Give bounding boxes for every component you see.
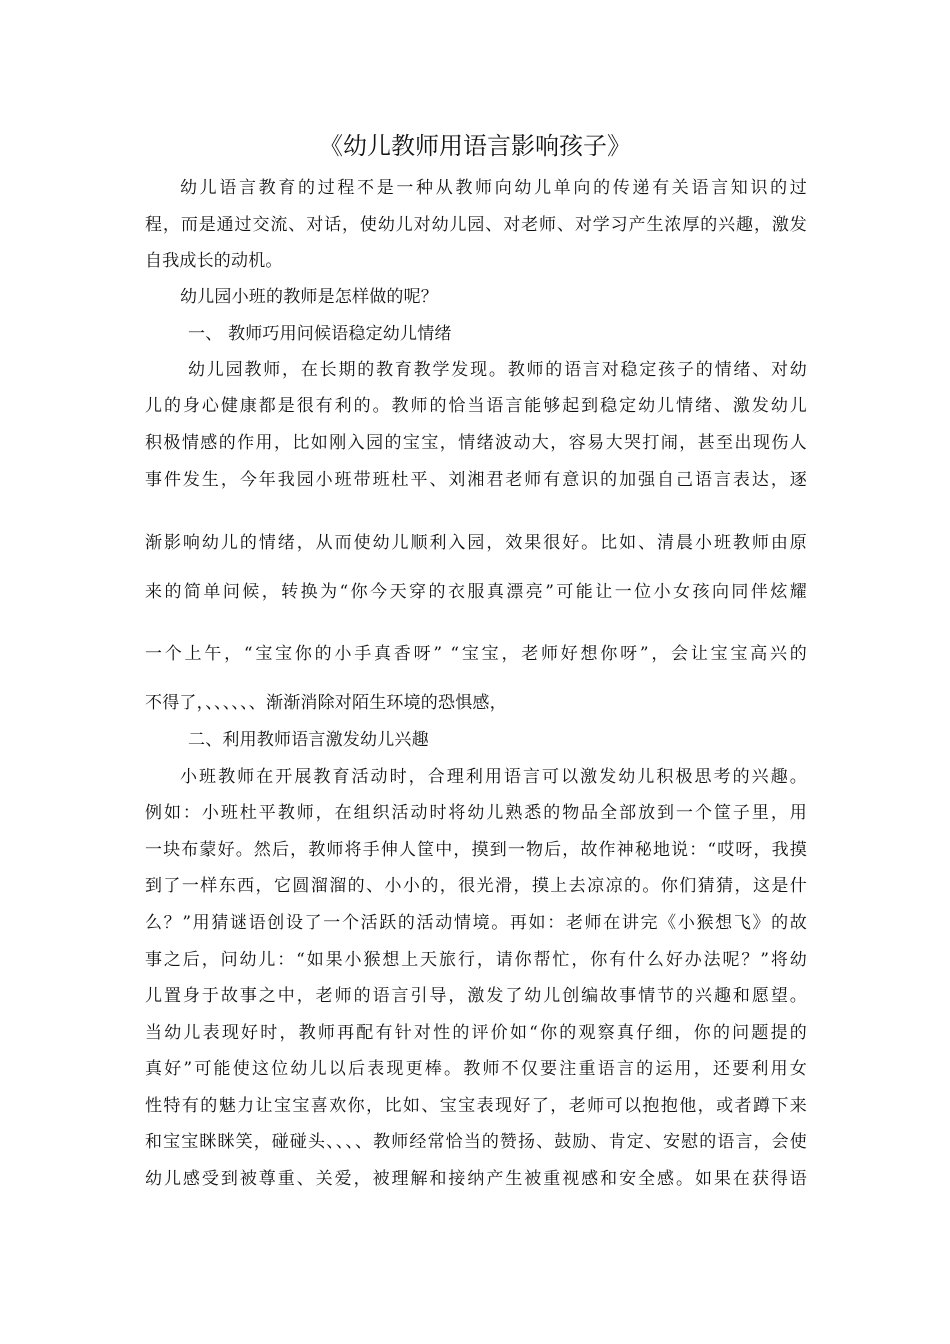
paragraph-line: 渐影响幼儿的情绪，从而使幼儿顺利入园，效果很好。比如、清晨小班教师由原 <box>145 533 807 553</box>
paragraph-line: 自我成长的动机。 <box>145 251 283 271</box>
paragraph-line: 事件发生，今年我园小班带班杜平、刘湘君老师有意识的加强自己语言表达，逐 <box>145 470 807 490</box>
paragraph-line: 例如：小班杜平教师，在组织活动时将幼儿熟悉的物品全部放到一个筐子里，用 <box>145 803 807 823</box>
paragraph-line: 和宝宝眯眯笑，碰碰头、、、、教师经常恰当的赞扬、鼓励、肯定、安慰的语言，会使 <box>145 1132 807 1152</box>
paragraph-line: 到了一样东西，它圆溜溜的、小小的，很光滑，摸上去凉凉的。你们猜猜，这是什 <box>145 876 807 896</box>
paragraph-line: 性特有的魅力让宝宝喜欢你，比如、宝宝表现好了，老师可以抱抱他，或者蹲下来 <box>145 1096 807 1116</box>
paragraph-line: 当幼儿表现好时，教师再配有针对性的评价如“你的观察真仔细，你的问题提的 <box>145 1023 807 1043</box>
paragraph-line: 程，而是通过交流、对话，使幼儿对幼儿园、对老师、对学习产生浓厚的兴趣，激发 <box>145 215 807 235</box>
section-heading: 一、 教师巧用问候语稳定幼儿情绪 <box>188 324 452 344</box>
paragraph-line: 不得了，、、、、、、渐渐消除对陌生环境的恐惧感， <box>145 693 507 713</box>
paragraph-line: 儿置身于故事之中，老师的语言引导，激发了幼儿创编故事情节的兴趣和愿望。 <box>145 986 807 1006</box>
document-title: 《幼儿教师用语言影响孩子》 <box>319 132 631 160</box>
paragraph-line: 来的简单问候，转换为“你今天穿的衣服真漂亮”可能让一位小女孩向同伴炫耀 <box>145 582 807 602</box>
paragraph-line: 儿的身心健康都是很有利的。教师的恰当语言能够起到稳定幼儿情绪、激发幼儿 <box>145 396 807 416</box>
paragraph-line: 幼儿感受到被尊重、关爱，被理解和接纳产生被重视感和安全感。如果在获得语 <box>145 1169 807 1189</box>
paragraph-line: 一个上午，“宝宝你的小手真香呀” “宝宝，老师好想你呀”，会让宝宝高兴的 <box>145 644 807 664</box>
paragraph-line: 真好”可能使这位幼儿以后表现更棒。教师不仅要注重语言的运用，还要利用女 <box>145 1059 807 1079</box>
paragraph-line: 幼儿园教师，在长期的教育教学发现。教师的语言对稳定孩子的情绪、对幼 <box>188 360 807 380</box>
paragraph-line: 么？”用猜谜语创设了一个活跃的活动情境。再如：老师在讲完《小猴想飞》的故 <box>145 913 807 933</box>
paragraph-line: 一块布蒙好。然后，教师将手伸人筐中，摸到一物后，故作神秘地说：“哎呀，我摸 <box>145 840 807 860</box>
paragraph-line: 幼儿园小班的教师是怎样做的呢？ <box>180 287 438 307</box>
paragraph-line: 事之后，问幼儿：“如果小猴想上天旅行，请你帮忙，你有什么好办法呢？”将幼 <box>145 950 807 970</box>
paragraph-line: 幼儿语言教育的过程不是一种从教师向幼儿单向的传递有关语言知识的过 <box>180 178 807 198</box>
section-heading: 二、利用教师语言激发幼儿兴趣 <box>188 730 429 750</box>
paragraph-line: 小班教师在开展教育活动时，合理利用语言可以激发幼儿积极思考的兴趣。 <box>180 767 807 787</box>
paragraph-line: 积极情感的作用，比如刚入园的宝宝，情绪波动大，容易大哭打闹，甚至出现伤人 <box>145 433 807 453</box>
